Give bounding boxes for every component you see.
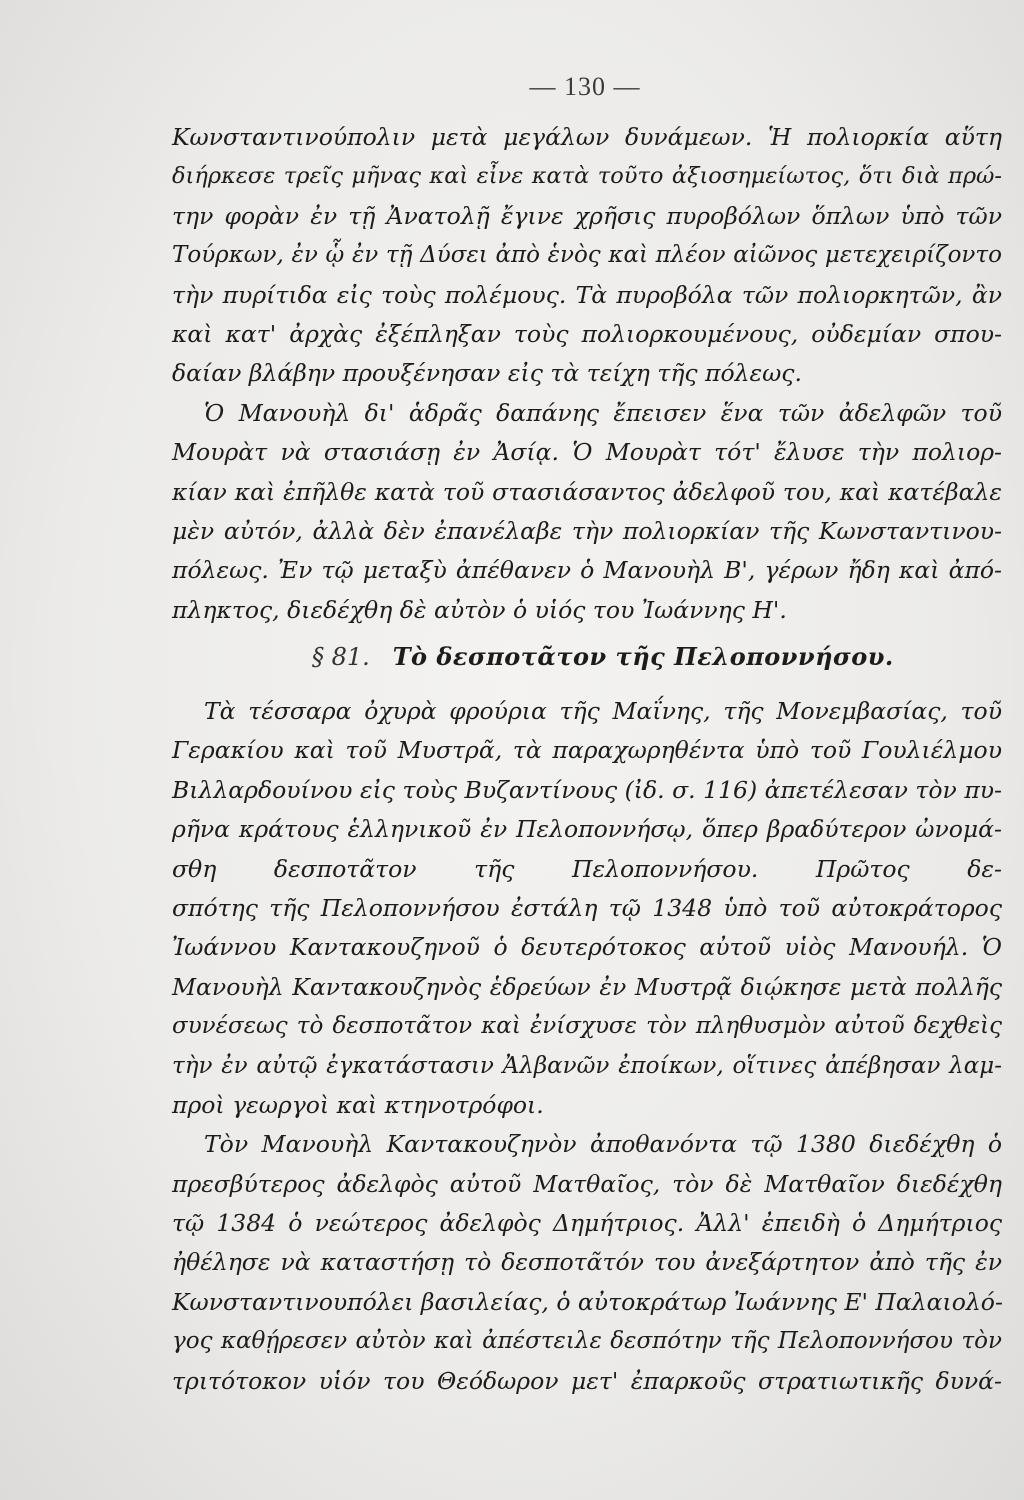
bottom-text-block [172,692,1002,1401]
text-line: τὴν πυρίτιδα εἰς τοὺς πολέμους. Τὰ πυροβόλα τῶν πολιορκητῶν, ἂν [172,280,1002,309]
text-line: τὴν ἐν αὐτῷ ἐγκατάστασιν Ἀλβανῶν ἐποίκων, οἵτινες ἀπέβησαν λαμ- [172,1052,1002,1079]
text-line: κίαν καὶ ἐπῆλθε κατὰ τοῦ στασιάσαντος ἀδελφοῦ του, καὶ κατέβαλε [172,477,1002,506]
text-line: μὲν αὐτόν, ἀλλὰ δὲν ἐπανέλαβε τὴν πολιορκίαν τῆς Κωνσταντινου- [172,516,1002,545]
text-line: γος καθῄρεσεν αὐτὸν καὶ ἀπέστειλε δεσπότην τῆς Πελοποννήσου τὸν [172,1328,1002,1355]
text-line: Τούρκων, ἐν ᾧ ἐν τῇ Δύσει ἀπὸ ἑνὸς καὶ πλέον αἰῶνος μετεχειρίζοντο [172,242,1002,269]
text-line: ρῆνα κράτους ἑλληνικοῦ ἐν Πελοποννήσῳ, ὅπερ βραδύτερον ὠνομά- [172,815,1002,844]
text-line: σθη δεσποτᾶτον τῆς Πελοποννήσου. Πρῶτος δε- [172,854,1002,883]
section-heading [312,642,894,671]
text-line: διήρκεσε τρεῖς μῆνας καὶ εἶνε κατὰ τοῦτο ἀξιοσημείωτος, ὅτι διὰ πρώ- [172,163,1002,190]
text-line: καὶ κατ' ἀρχὰς ἐξέπληξαν τοὺς πολιορκουμένους, οὐδεμίαν σπου- [172,319,1002,348]
text-line: ἠθέλησε νὰ καταστήσῃ τὸ δεσποτᾶτόν του ἀνεξάρτητον ἀπὸ τῆς ἐν [172,1248,1002,1277]
text-line: τῷ 1384 ὁ νεώτερος ἀδελφὸς Δημήτριος. Ἀλλ' ἐπειδὴ ὁ Δημήτριος [172,1209,1002,1238]
text-line: Τὸν Μανουὴλ Καντακουζηνὸν ἀποθανόντα τῷ 1380 διεδέχθη ὁ [204,1130,1002,1159]
text-line: πόλεως. Ἐν τῷ μεταξὺ ἀπέθανεν ὁ Μανουὴλ Β', γέρων ἤδη καὶ ἀπό- [172,556,1002,585]
text-line: Μουρὰτ νὰ στασιάσῃ ἐν Ἀσίᾳ. Ὁ Μουρὰτ τότ' ἔλυσε τὴν πολιορ- [172,438,1002,467]
section-title: Τὸ δεσποτᾶτον τῆς Πελοποννήσου. [392,642,894,671]
text-line: την φορὰν ἐν τῇ Ἀνατολῇ ἔγινε χρῆσις πυροβόλων ὅπλων ὑπὸ τῶν [172,201,1002,230]
text-line: Βιλλαρδουίνου εἰς τοὺς Βυζαντίνους (ἰδ. σ. 116) ἀπετέλεσαν τὸν πυ- [172,775,1002,804]
text-line: πληκτος, διεδέχθη δὲ αὐτὸν ὁ υἱός του Ἰωάννης Η'. [172,595,787,624]
text-line: Μανουὴλ Καντακουζηνὸς ἑδρεύων ἐν Μυστρᾷ διῴκησε μετὰ πολλῆς [172,972,1002,1001]
text-line: πρεσβύτερος ἀδελφὸς αὐτοῦ Ματθαῖος, τὸν δὲ Ματθαῖον διεδέχθη [172,1169,1002,1198]
section-number: § 81. [312,643,370,671]
text-line: Τὰ τέσσαρα ὀχυρὰ φρούρια τῆς Μαΐνης, τῆς Μονεμβασίας, τοῦ [204,697,1002,725]
text-line: δαίαν βλάβην προυξένησαν εἰς τὰ τείχη τῆς πόλεως. [172,359,802,388]
text-line: σπότης τῆς Πελοποννήσου ἐστάλη τῷ 1348 ὑπὸ τοῦ αὐτοκράτορος [172,893,1002,922]
text-line: προὶ γεωργοὶ καὶ κτηνοτρόφοι. [172,1090,544,1119]
text-line: Κωνσταντινούπολιν μετὰ μεγάλων δυνάμεων. Ἡ πολιορκία αὕτη [172,123,1002,151]
text-line: Ὁ Μανουὴλ δι' ἁδρᾶς δαπάνης ἔπεισεν ἕνα τῶν ἀδελφῶν τοῦ [204,398,1002,427]
text-line: συνέσεως τὸ δεσποτᾶτον καὶ ἐνίσχυσε τὸν πληθυσμὸν αὐτοῦ δεχθεὶς [172,1013,1002,1040]
page-number: — 130 — [529,72,641,101]
text-line: Κωνσταντινουπόλει βασιλείας, ὁ αὐτοκράτωρ Ἰωάννης Ε' Παλαιολό- [172,1287,1003,1316]
text-line: Ἰωάννου Καντακουζηνοῦ ὁ δευτερότοκος αὐτοῦ υἱὸς Μανουήλ. Ὁ [172,933,1002,962]
top-text-block [172,118,1002,630]
text-line: τριτότοκον υἱόν του Θεόδωρον μετ' ἐπαρκοῦς στρατιωτικῆς δυνά- [172,1366,1002,1395]
text-line: Γερακίου καὶ τοῦ Μυστρᾶ, τὰ παραχωρηθέντα ὑπὸ τοῦ Γουλιέλμου [172,736,1002,765]
